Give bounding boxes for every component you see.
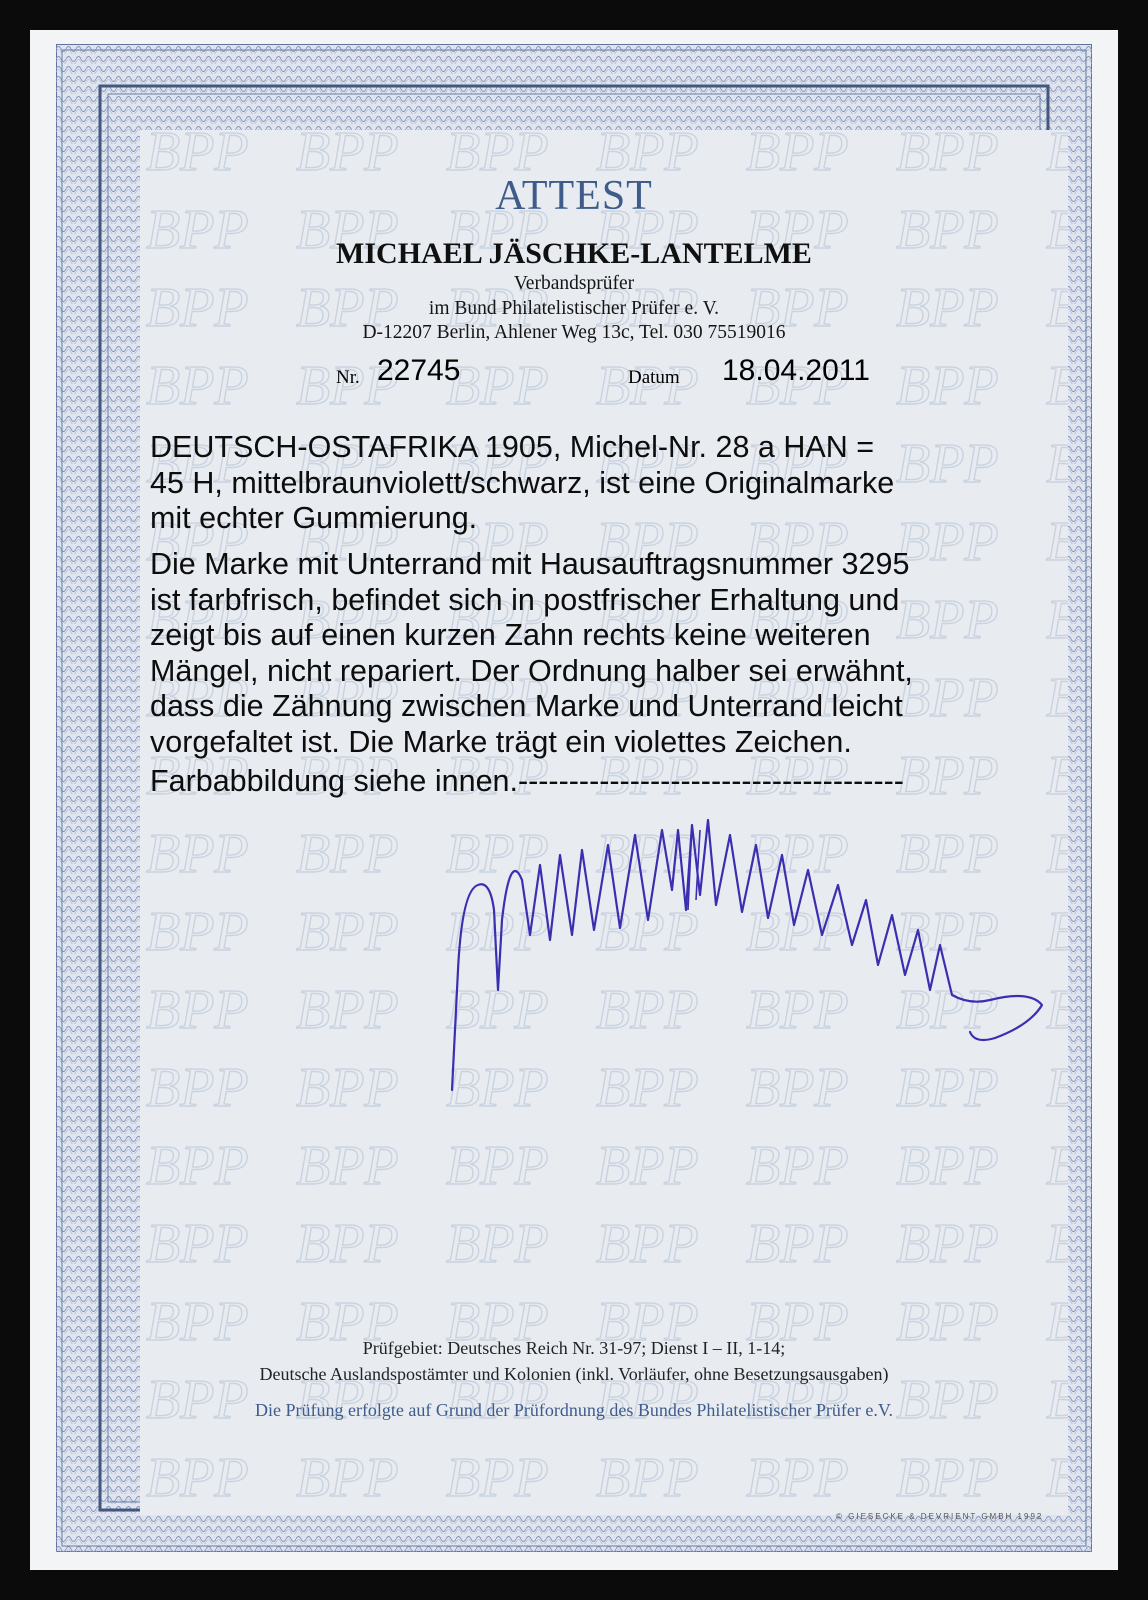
certificate-date: 18.04.2011	[722, 354, 870, 387]
examiner-role: Verbandsprüfer	[513, 273, 635, 294]
text-line: zeigt bis auf einen kurzen Zahn rechts keine weiteren	[150, 618, 871, 652]
examiner-name: MICHAEL JÄSCHKE-LANTELME	[336, 237, 812, 270]
text-line: Die Marke mit Unterrand mit Hausauftragsnummer 3295	[150, 547, 910, 581]
legal-basis: Die Prüfung erfolgte auf Grund der Prüfordnung des Bundes Philatelistischer Prüfer e.V.	[254, 1400, 894, 1420]
text-line: vorgefaltet ist. Die Marke trägt ein violettes Zeichen.	[150, 724, 852, 759]
certificate-title: ATTEST	[495, 173, 653, 219]
printer-imprint: © GIESECKE & DEVRIENT GMBH 1992	[836, 1512, 1044, 1521]
certificate-number: 22745	[377, 354, 461, 387]
condition-report	[150, 547, 970, 760]
text-line: 45 H, mittelbraunviolett/schwarz, ist eine Originalmarke	[150, 465, 895, 500]
examiner-association: im Bund Philatelistischer Prüfer e. V.	[428, 298, 720, 319]
color-image-note: Farbabbildung siehe innen.--------------------------------------	[150, 764, 904, 798]
text-line: DEUTSCH-OSTAFRIKA 1905, Michel-Nr. 28 a HAN =	[150, 430, 875, 464]
number-label: Nr.	[336, 367, 360, 388]
examiner-address: D-12207 Berlin, Ahlener Weg 13c, Tel. 030 75519016	[362, 322, 786, 343]
scope-line-1: Prüfgebiet: Deutsches Reich Nr. 31-97; Dienst I – II, 1-14;	[362, 1338, 786, 1358]
text-line: ist farbfrisch, befindet sich in postfrischer Erhaltung und	[150, 582, 900, 617]
text-line: mit echter Gummierung.	[150, 501, 478, 535]
text-line: Mängel, nicht repariert. Der Ordnung halber sei erwähnt,	[150, 653, 913, 688]
date-label: Datum	[628, 367, 680, 388]
scope-line-2: Deutsche Auslandspostämter und Kolonien (inkl. Vorläufer, ohne Besetzungsausgaben)	[259, 1364, 889, 1384]
stamp-description	[150, 430, 970, 537]
examiner-signature	[430, 800, 1070, 1100]
text-line: dass die Zähnung zwischen Marke und Unterrand leicht	[150, 689, 903, 723]
